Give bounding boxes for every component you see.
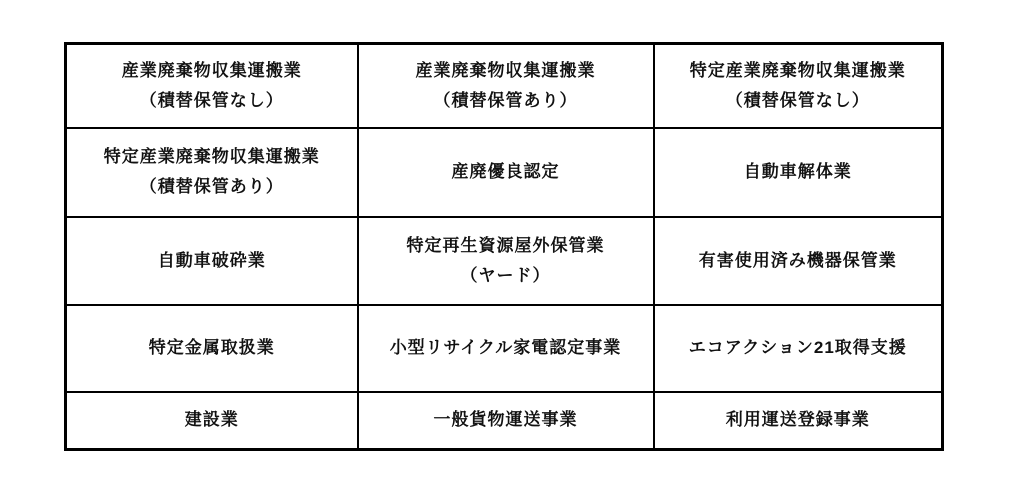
table-row <box>66 44 943 128</box>
cell-text: （積替保管あり） <box>139 177 284 196</box>
table-row <box>66 392 943 450</box>
cell-text: 自動車解体業 <box>743 162 852 182</box>
table-row <box>66 128 943 217</box>
cell-text: 建設業 <box>184 410 239 430</box>
table-cell <box>358 44 654 128</box>
cell-text: 産業廃棄物収集運搬業 <box>415 61 596 80</box>
cell-text: 自動車破砕業 <box>157 250 266 270</box>
cell-text: （積替保管あり） <box>433 90 578 110</box>
cell-text: （積替保管なし） <box>725 90 870 110</box>
cell-text: 小型リサイクル家電認定事業 <box>389 338 622 358</box>
table-cell <box>66 128 358 217</box>
table-cell <box>358 217 654 305</box>
table-cell <box>654 305 943 392</box>
cell-text: 有害使用済み機器保管業 <box>698 250 897 270</box>
cell-text: 特定再生資源屋外保管業 <box>406 235 605 255</box>
table-cell <box>66 392 358 450</box>
table-cell <box>66 217 358 305</box>
table-cell <box>654 128 943 217</box>
cell-text: （ヤード） <box>460 265 551 285</box>
table-cell <box>654 392 943 450</box>
cell-text: 特定産業廃棄物収集運搬業 <box>689 61 906 80</box>
table-cell <box>654 217 943 305</box>
cell-text: 特定金属取扱業 <box>148 338 275 358</box>
table-cell <box>358 128 654 217</box>
cell-text: 利用運送登録事業 <box>725 410 870 430</box>
table-cell <box>358 392 654 450</box>
table-row <box>66 217 943 305</box>
license-category-table <box>64 42 944 451</box>
table-cell <box>358 305 654 392</box>
cell-text: 産業廃棄物収集運搬業 <box>121 61 302 80</box>
cell-text: 特定産業廃棄物収集運搬業 <box>103 147 320 167</box>
table-cell <box>66 305 358 392</box>
cell-text: （積替保管なし） <box>139 90 284 110</box>
table-row <box>66 305 943 392</box>
cell-text: 産廃優良認定 <box>451 162 560 182</box>
cell-text: 一般貨物運送事業 <box>433 410 578 430</box>
table-cell <box>654 44 943 128</box>
cell-text: エコアクション21取得支援 <box>688 338 907 358</box>
table-cell <box>66 44 358 128</box>
